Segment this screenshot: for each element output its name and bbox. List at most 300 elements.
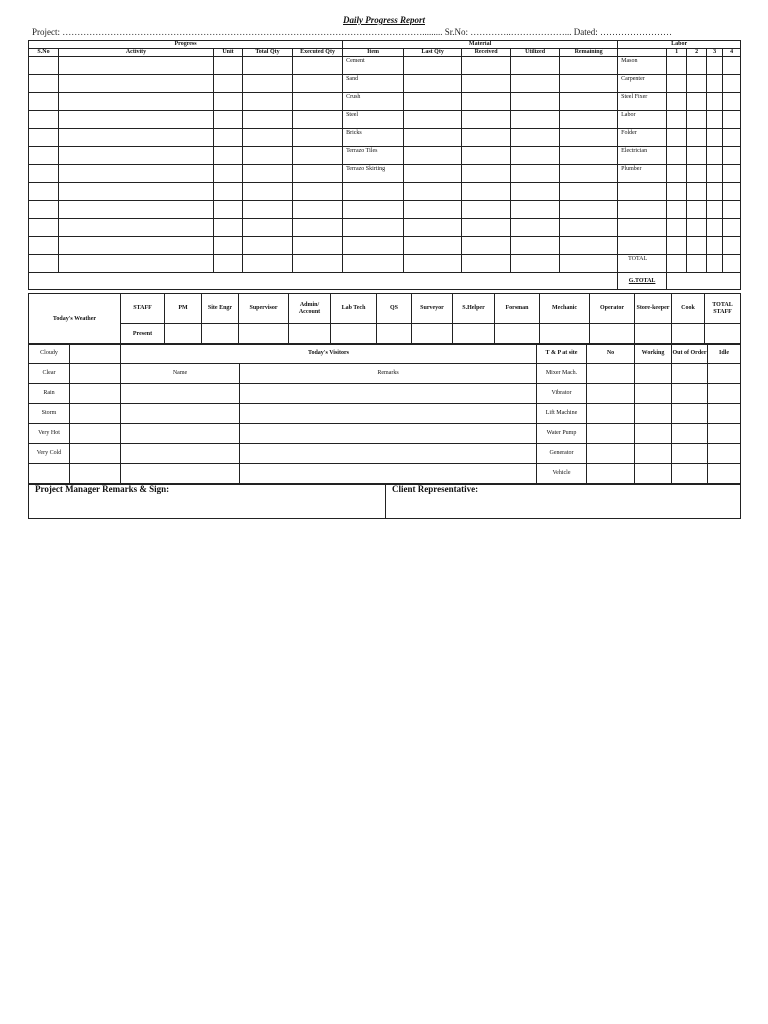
cell-unit[interactable] <box>214 75 243 93</box>
table-row <box>29 444 741 464</box>
labor-item: Folder <box>618 129 667 147</box>
cell-labor-2[interactable] <box>687 165 707 183</box>
cell-total-qty[interactable] <box>243 237 293 255</box>
cell-labor-4[interactable] <box>723 147 741 165</box>
cell-labor-1[interactable] <box>667 237 687 255</box>
progress-section-header: Progress <box>29 41 343 49</box>
visitor-name[interactable] <box>121 464 240 484</box>
cell-received[interactable] <box>462 183 511 201</box>
cell-sno[interactable] <box>29 147 59 165</box>
tp-col-tp-at-site: T & P at site <box>537 344 587 364</box>
table-row <box>29 165 741 183</box>
cell-labor-3[interactable] <box>707 255 723 273</box>
cell-tp-working[interactable] <box>635 464 672 484</box>
cell-tp-out-of-order[interactable] <box>672 404 708 424</box>
staff-header-row <box>29 294 741 324</box>
labor-item: Electrician <box>618 147 667 165</box>
cell-utilized[interactable] <box>511 111 560 129</box>
cell-utilized[interactable] <box>511 255 560 273</box>
cell-executed-qty[interactable] <box>293 183 343 201</box>
cell-labor-4[interactable] <box>723 111 741 129</box>
cell-unit[interactable] <box>214 183 243 201</box>
visitor-remarks[interactable] <box>240 424 537 444</box>
present-store-keeper[interactable] <box>635 324 672 345</box>
cell-received[interactable] <box>462 219 511 237</box>
staff-col-s-helper: S.Helper <box>453 294 495 324</box>
cell-sno[interactable] <box>29 75 59 93</box>
cell-tp-idle[interactable] <box>708 424 741 444</box>
cell-labor-1[interactable] <box>667 93 687 111</box>
staff-col-surveyor: Surveyor <box>412 294 453 324</box>
cell-activity[interactable] <box>59 57 214 75</box>
cell-unit[interactable] <box>214 147 243 165</box>
cell-remaining[interactable] <box>560 165 618 183</box>
staff-col-pm: PM <box>165 294 202 324</box>
cell-sno[interactable] <box>29 201 59 219</box>
present-lab-tech[interactable] <box>331 324 377 345</box>
cell-tp-no[interactable] <box>587 364 635 384</box>
staff-col-store-keeper: Store-keeper <box>635 294 672 324</box>
material-item: Sand <box>343 75 404 93</box>
labor-item: Labor <box>618 111 667 129</box>
labor-gtotal-label: G.TOTAL <box>618 273 667 290</box>
cell-labor-1[interactable] <box>667 165 687 183</box>
weather-check[interactable] <box>70 464 121 484</box>
present-site-engr[interactable] <box>202 324 239 345</box>
cell-total-qty[interactable] <box>243 93 293 111</box>
cell-utilized[interactable] <box>511 237 560 255</box>
cell-unit[interactable] <box>214 165 243 183</box>
cell-tp-out-of-order[interactable] <box>672 364 708 384</box>
cell-last-qty[interactable] <box>404 129 462 147</box>
tp-col-working: Working <box>635 344 672 364</box>
table-row <box>29 219 741 237</box>
cell-executed-qty[interactable] <box>293 147 343 165</box>
present-cook[interactable] <box>672 324 705 345</box>
cell-last-qty[interactable] <box>404 201 462 219</box>
cell-sno[interactable] <box>29 255 59 273</box>
cell-sno[interactable] <box>29 183 59 201</box>
cell-labor-1[interactable] <box>667 255 687 273</box>
weather-check[interactable] <box>70 404 121 424</box>
cell-labor-2[interactable] <box>687 237 707 255</box>
weather-check[interactable] <box>70 364 121 384</box>
cell-activity[interactable] <box>59 111 214 129</box>
cell-labor-3[interactable] <box>707 75 723 93</box>
col-utilized: Utilized <box>511 49 560 57</box>
cell-labor-1[interactable] <box>667 219 687 237</box>
cell-sno[interactable] <box>29 57 59 75</box>
cell-labor-4[interactable] <box>723 75 741 93</box>
weather-item: Storm <box>29 404 70 424</box>
material-item <box>343 219 404 237</box>
material-item: Terrazo Tiles <box>343 147 404 165</box>
cell-labor-1[interactable] <box>667 201 687 219</box>
cell-last-qty[interactable] <box>404 183 462 201</box>
cell-total-qty[interactable] <box>243 57 293 75</box>
cell-activity[interactable] <box>59 93 214 111</box>
client-representative[interactable]: Client Representative: <box>386 485 741 519</box>
cell-sno[interactable] <box>29 219 59 237</box>
cell-labor-3[interactable] <box>707 147 723 165</box>
col-total-qty: Total Qty <box>243 49 293 57</box>
cell-labor-3[interactable] <box>707 129 723 147</box>
cell-sno[interactable] <box>29 237 59 255</box>
visitor-remarks[interactable] <box>240 444 537 464</box>
table-row <box>29 424 741 444</box>
table-row <box>29 364 741 384</box>
present-supervisor[interactable] <box>239 324 289 345</box>
cell-executed-qty[interactable] <box>293 93 343 111</box>
cell-last-qty[interactable] <box>404 57 462 75</box>
visitor-name[interactable] <box>121 444 240 464</box>
col-last-qty: Last Qty <box>404 49 462 57</box>
cell-utilized[interactable] <box>511 75 560 93</box>
cell-last-qty[interactable] <box>404 219 462 237</box>
staff-table <box>28 293 741 345</box>
cell-received[interactable] <box>462 255 511 273</box>
cell-remaining[interactable] <box>560 219 618 237</box>
labor-item <box>618 237 667 255</box>
cell-labor-1[interactable] <box>667 183 687 201</box>
labor-item <box>618 201 667 219</box>
cell-total-qty[interactable] <box>243 219 293 237</box>
cell-executed-qty[interactable] <box>293 57 343 75</box>
cell-tp-working[interactable] <box>635 404 672 424</box>
cell-tp-working[interactable] <box>635 384 672 404</box>
cell-activity[interactable] <box>59 129 214 147</box>
cell-activity[interactable] <box>59 183 214 201</box>
cell-received[interactable] <box>462 201 511 219</box>
present-forsman[interactable] <box>495 324 540 345</box>
present-admin-account[interactable] <box>289 324 331 345</box>
cell-labor-4[interactable] <box>723 183 741 201</box>
cell-received[interactable] <box>462 93 511 111</box>
cell-labor-4[interactable] <box>723 93 741 111</box>
table-row <box>29 404 741 424</box>
col-executed-qty: Executed Qty <box>293 49 343 57</box>
cell-total-qty[interactable] <box>243 111 293 129</box>
cell-remaining[interactable] <box>560 183 618 201</box>
staff-col-qs: QS <box>377 294 412 324</box>
staff-col-admin-account: Admin/ Account <box>289 294 331 324</box>
cell-total-qty[interactable] <box>243 201 293 219</box>
cell-total-qty[interactable] <box>243 129 293 147</box>
cell-labor-1[interactable] <box>667 75 687 93</box>
cell-executed-qty[interactable] <box>293 75 343 93</box>
cell-labor-4[interactable] <box>723 57 741 75</box>
cell-labor-3[interactable] <box>707 237 723 255</box>
cell-unit[interactable] <box>214 129 243 147</box>
cell-labor-4[interactable] <box>723 237 741 255</box>
cell-executed-qty[interactable] <box>293 237 343 255</box>
cell-remaining[interactable] <box>560 129 618 147</box>
col-labor-1: 1 <box>667 49 687 57</box>
cell-tp-no[interactable] <box>587 424 635 444</box>
cell-unit[interactable] <box>214 219 243 237</box>
col-sno: S.No <box>29 49 59 57</box>
visitors-remarks-header: Remarks <box>240 364 537 384</box>
cell-remaining[interactable] <box>560 147 618 165</box>
table-row <box>29 237 741 255</box>
weather-item: Clear <box>29 364 70 384</box>
cell-tp-idle[interactable] <box>708 384 741 404</box>
cell-tp-out-of-order[interactable] <box>672 444 708 464</box>
cell-labor-1[interactable] <box>667 147 687 165</box>
cell-labor-1[interactable] <box>667 111 687 129</box>
material-item: Bricks <box>343 129 404 147</box>
cell-sno[interactable] <box>29 165 59 183</box>
cell-last-qty[interactable] <box>404 93 462 111</box>
cell-total-qty[interactable] <box>243 165 293 183</box>
weather-check[interactable] <box>70 384 121 404</box>
cell-remaining[interactable] <box>560 237 618 255</box>
cell-labor-2[interactable] <box>687 201 707 219</box>
material-item <box>343 255 404 273</box>
cell-unit[interactable] <box>214 237 243 255</box>
cell-labor-2[interactable] <box>687 111 707 129</box>
todays-visitors-label: Today's Visitors <box>121 344 537 364</box>
weather-check[interactable] <box>70 424 121 444</box>
cell-last-qty[interactable] <box>404 165 462 183</box>
cell-received[interactable] <box>462 129 511 147</box>
table-row <box>29 129 741 147</box>
cell-tp-idle[interactable] <box>708 404 741 424</box>
cell-tp-idle[interactable] <box>708 444 741 464</box>
progress-material-labor-table <box>28 40 741 290</box>
visitors-name-header: Name <box>121 364 240 384</box>
col-unit: Unit <box>214 49 243 57</box>
cell-labor-4[interactable] <box>723 255 741 273</box>
cell-tp-no[interactable] <box>587 404 635 424</box>
cell-labor-2[interactable] <box>687 183 707 201</box>
material-item <box>343 237 404 255</box>
visitor-name[interactable] <box>121 404 240 424</box>
weather-item: Very Cold <box>29 444 70 464</box>
cell-labor-2[interactable] <box>687 57 707 75</box>
project-label: Project: <box>32 27 60 37</box>
cell-remaining[interactable] <box>560 111 618 129</box>
weather-item <box>29 464 70 484</box>
col-labor-2: 2 <box>687 49 707 57</box>
cell-unit[interactable] <box>214 201 243 219</box>
cell-executed-qty[interactable] <box>293 129 343 147</box>
cell-received[interactable] <box>462 165 511 183</box>
cell-utilized[interactable] <box>511 147 560 165</box>
cell-activity[interactable] <box>59 75 214 93</box>
cell-activity[interactable] <box>59 255 214 273</box>
present-operator[interactable] <box>590 324 635 345</box>
cell-unit[interactable] <box>214 111 243 129</box>
cell-labor-2[interactable] <box>687 93 707 111</box>
cell-sno[interactable] <box>29 111 59 129</box>
cell-activity[interactable] <box>59 165 214 183</box>
cell-labor-3[interactable] <box>707 219 723 237</box>
cell-utilized[interactable] <box>511 165 560 183</box>
cell-received[interactable] <box>462 147 511 165</box>
tp-item: Vibrator <box>537 384 587 404</box>
cell-activity[interactable] <box>59 219 214 237</box>
cell-labor-3[interactable] <box>707 93 723 111</box>
cell-tp-idle[interactable] <box>708 464 741 484</box>
cell-total-qty[interactable] <box>243 255 293 273</box>
cell-tp-idle[interactable] <box>708 364 741 384</box>
visitor-remarks[interactable] <box>240 404 537 424</box>
cell-labor-3[interactable] <box>707 183 723 201</box>
labor-section-header: Labor <box>618 41 741 49</box>
cell-activity[interactable] <box>59 237 214 255</box>
visitor-remarks[interactable] <box>240 384 537 404</box>
present-label: Present <box>121 324 165 345</box>
cell-sno[interactable] <box>29 93 59 111</box>
cell-last-qty[interactable] <box>404 255 462 273</box>
labor-item: Carpenter <box>618 75 667 93</box>
table-row <box>29 384 741 404</box>
cell-tp-out-of-order[interactable] <box>672 384 708 404</box>
cell-labor-4[interactable] <box>723 165 741 183</box>
cell-received[interactable] <box>462 111 511 129</box>
cell-activity[interactable] <box>59 147 214 165</box>
cell-tp-working[interactable] <box>635 444 672 464</box>
remarks-table <box>28 484 741 519</box>
material-item: Crush <box>343 93 404 111</box>
cell-labor-3[interactable] <box>707 57 723 75</box>
pm-remarks-sign[interactable]: Project Manager Remarks & Sign: <box>29 485 386 519</box>
tp-col-idle: Idle <box>708 344 741 364</box>
cell-received[interactable] <box>462 57 511 75</box>
cell-last-qty[interactable] <box>404 111 462 129</box>
cell-tp-out-of-order[interactable] <box>672 424 708 444</box>
cell-utilized[interactable] <box>511 219 560 237</box>
labor-item <box>618 219 667 237</box>
cell-labor-2[interactable] <box>687 75 707 93</box>
cell-labor-4[interactable] <box>723 201 741 219</box>
present-mechanic[interactable] <box>540 324 590 345</box>
visitor-remarks[interactable] <box>240 464 537 484</box>
visitor-name[interactable] <box>121 384 240 404</box>
project-field[interactable]: …………………………………………………………………………………………………………......... <box>62 27 443 37</box>
cell-last-qty[interactable] <box>404 75 462 93</box>
cell-tp-no[interactable] <box>587 444 635 464</box>
cell-labor-2[interactable] <box>687 147 707 165</box>
cell-unit[interactable] <box>214 255 243 273</box>
present-s-helper[interactable] <box>453 324 495 345</box>
material-section-header: Material <box>343 41 618 49</box>
cell-tp-no[interactable] <box>587 464 635 484</box>
cell-labor-3[interactable] <box>707 111 723 129</box>
cell-unit[interactable] <box>214 93 243 111</box>
staff-col-staff: STAFF <box>121 294 165 324</box>
tp-item: Vehicle <box>537 464 587 484</box>
cell-remaining[interactable] <box>560 57 618 75</box>
present-total-staff[interactable] <box>705 324 741 345</box>
cell-remaining[interactable] <box>560 201 618 219</box>
tp-col-no: No <box>587 344 635 364</box>
cell-labor-2[interactable] <box>687 219 707 237</box>
cell-utilized[interactable] <box>511 201 560 219</box>
cell-tp-no[interactable] <box>587 384 635 404</box>
cell-total-qty[interactable] <box>243 183 293 201</box>
present-surveyor[interactable] <box>412 324 453 345</box>
cell-last-qty[interactable] <box>404 237 462 255</box>
labor-item: Plumber <box>618 165 667 183</box>
col-activity: Activity <box>59 49 214 57</box>
col-labor-4: 4 <box>723 49 741 57</box>
cell-total-qty[interactable] <box>243 147 293 165</box>
table-row <box>29 75 741 93</box>
material-item <box>343 183 404 201</box>
cell-remaining[interactable] <box>560 255 618 273</box>
cell-utilized[interactable] <box>511 129 560 147</box>
cell-tp-working[interactable] <box>635 424 672 444</box>
cell-activity[interactable] <box>59 201 214 219</box>
cell-last-qty[interactable] <box>404 147 462 165</box>
weather-check[interactable] <box>70 344 121 364</box>
labor-item: Steel Fixer <box>618 93 667 111</box>
cell-executed-qty[interactable] <box>293 219 343 237</box>
cell-executed-qty[interactable] <box>293 255 343 273</box>
material-item <box>343 201 404 219</box>
cell-labor-1[interactable] <box>667 129 687 147</box>
col-remaining: Remaining <box>560 49 618 57</box>
srno-field[interactable]: …………..………………... <box>470 27 572 37</box>
material-item: Terrazo Skirting <box>343 165 404 183</box>
weather-item: Cloudy <box>29 344 70 364</box>
cell-labor-2[interactable] <box>687 255 707 273</box>
cell-tp-out-of-order[interactable] <box>672 464 708 484</box>
cell-executed-qty[interactable] <box>293 111 343 129</box>
cell-utilized[interactable] <box>511 93 560 111</box>
gtotal-value[interactable] <box>667 273 741 290</box>
cell-utilized[interactable] <box>511 183 560 201</box>
cell-total-qty[interactable] <box>243 75 293 93</box>
labor-item <box>618 183 667 201</box>
staff-col-cook: Cook <box>672 294 705 324</box>
present-pm[interactable] <box>165 324 202 345</box>
cell-sno[interactable] <box>29 129 59 147</box>
cell-utilized[interactable] <box>511 57 560 75</box>
cell-executed-qty[interactable] <box>293 165 343 183</box>
cell-received[interactable] <box>462 237 511 255</box>
labor-item: Mason <box>618 57 667 75</box>
material-item: Cement <box>343 57 404 75</box>
cell-labor-4[interactable] <box>723 219 741 237</box>
weather-item: Rain <box>29 384 70 404</box>
weather-check[interactable] <box>70 444 121 464</box>
tp-item: Generator <box>537 444 587 464</box>
tp-item: Mixer Mach. <box>537 364 587 384</box>
dated-field[interactable]: …………………… <box>600 27 673 37</box>
cell-remaining[interactable] <box>560 93 618 111</box>
tp-item: Lift Machine <box>537 404 587 424</box>
table-row <box>29 57 741 75</box>
cell-remaining[interactable] <box>560 75 618 93</box>
srno-label: Sr.No: <box>444 27 469 37</box>
visitor-name[interactable] <box>121 424 240 444</box>
cell-tp-working[interactable] <box>635 364 672 384</box>
cell-unit[interactable] <box>214 57 243 75</box>
cell-executed-qty[interactable] <box>293 201 343 219</box>
cell-received[interactable] <box>462 75 511 93</box>
cell-labor-4[interactable] <box>723 129 741 147</box>
cell-labor-2[interactable] <box>687 129 707 147</box>
cell-labor-3[interactable] <box>707 201 723 219</box>
present-qs[interactable] <box>377 324 412 345</box>
table-row <box>29 255 741 273</box>
gtotal-spacer <box>29 273 618 290</box>
cell-labor-1[interactable] <box>667 57 687 75</box>
cell-labor-3[interactable] <box>707 165 723 183</box>
